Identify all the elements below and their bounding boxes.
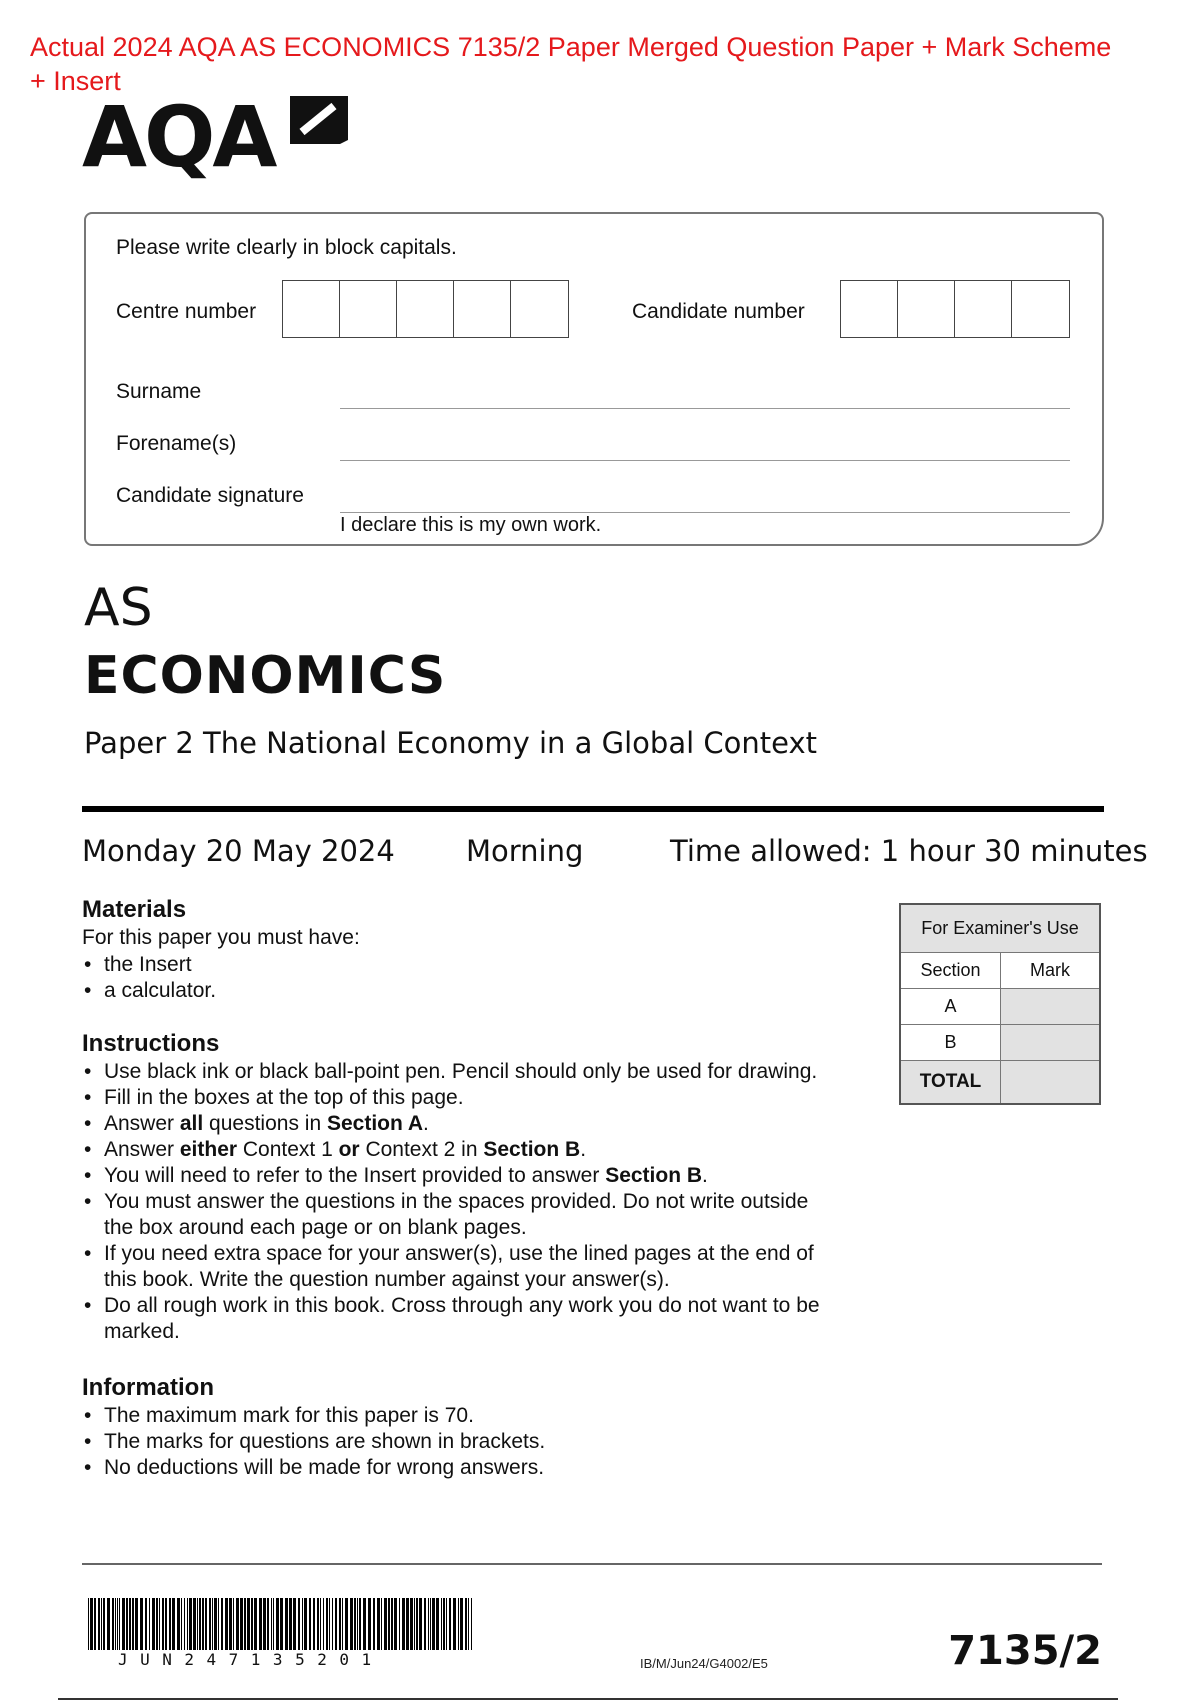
aqa-logo-text: AQA <box>82 88 275 186</box>
declaration-text: I declare this is my own work. <box>340 514 602 536</box>
table-row <box>901 1025 1099 1061</box>
list-item: • the Insert <box>82 952 216 978</box>
list-item: • If you need extra space for your answer(s), use the lined pages at the end of this book. Write the question number against your answer(s). <box>82 1241 882 1293</box>
candidate-number-label: Candidate number <box>632 300 805 323</box>
candidate-number-boxes[interactable] <box>840 280 1070 338</box>
forename-label: Forename(s) <box>116 432 237 455</box>
section-cell: B <box>901 1025 1001 1060</box>
time-allowed: Time allowed: 1 hour 30 minutes <box>670 834 1148 868</box>
digit-box[interactable] <box>955 281 1012 337</box>
banner-line-1: Actual 2024 AQA AS ECONOMICS 7135/2 Paper Merged Question Paper + Mark Scheme <box>30 32 1112 62</box>
examiner-table-title: For Examiner's Use <box>901 905 1099 953</box>
document-reference: IB/M/Jun24/G4002/E5 <box>640 1656 768 1671</box>
subject-title: ECONOMICS <box>84 646 447 706</box>
digit-box[interactable] <box>898 281 955 337</box>
digit-box[interactable] <box>1012 281 1069 337</box>
banner-line-2: + Insert <box>30 66 121 96</box>
signature-field[interactable] <box>340 512 1070 513</box>
table-row <box>901 953 1099 989</box>
surname-field[interactable] <box>340 408 1070 409</box>
mark-column-header: Mark <box>1030 960 1070 980</box>
digit-box[interactable] <box>841 281 898 337</box>
surname-label: Surname <box>116 380 202 403</box>
mark-cell <box>1001 1025 1099 1060</box>
heading-divider <box>82 806 1104 812</box>
candidate-details-box <box>84 212 1104 546</box>
paper-code: 7135/2 <box>948 1628 1102 1674</box>
total-mark-cell <box>1001 1061 1099 1103</box>
list-item: • You must answer the questions in the spaces provided. Do not write outside the box around each page or on blank pages. <box>82 1189 882 1241</box>
centre-number-label: Centre number <box>116 300 257 323</box>
block-capitals-instruction: Please write clearly in block capitals. <box>116 236 457 259</box>
materials-list <box>82 952 216 1004</box>
digit-box[interactable] <box>340 281 397 337</box>
exam-date: Monday 20 May 2024 <box>82 834 395 868</box>
section-cell: A <box>901 989 1001 1024</box>
examiner-use-table <box>899 903 1101 1105</box>
instructions-list <box>82 1059 882 1345</box>
table-row <box>901 989 1099 1025</box>
list-item: • The maximum mark for this paper is 70. <box>82 1403 545 1429</box>
digit-box[interactable] <box>454 281 511 337</box>
materials-heading: Materials <box>82 896 187 923</box>
exam-session: Morning <box>466 834 584 868</box>
list-item: • Answer all questions in Section A. <box>82 1111 882 1137</box>
signature-label: Candidate signature <box>116 484 304 507</box>
table-row <box>901 1061 1099 1103</box>
list-item: • The marks for questions are shown in brackets. <box>82 1429 545 1455</box>
barcode-text: JUN247135201 <box>118 1650 384 1669</box>
list-item: • You will need to refer to the Insert provided to answer Section B. <box>82 1163 882 1189</box>
total-cell: TOTAL <box>901 1061 1001 1103</box>
information-heading: Information <box>82 1374 214 1401</box>
forename-field[interactable] <box>340 460 1070 461</box>
barcode-icon <box>88 1598 472 1650</box>
list-item: • Use black ink or black ball-point pen. Pencil should only be used for drawing. <box>82 1059 882 1085</box>
digit-box[interactable] <box>511 281 568 337</box>
digit-box[interactable] <box>397 281 454 337</box>
materials-intro: For this paper you must have: <box>82 926 360 949</box>
list-item: • No deductions will be made for wrong answers. <box>82 1455 545 1481</box>
aqa-logo-mark-icon <box>282 92 352 148</box>
information-list <box>82 1403 545 1481</box>
list-item: • Answer either Context 1 or Context 2 in Section B. <box>82 1137 882 1163</box>
digit-box[interactable] <box>283 281 340 337</box>
list-item: • Fill in the boxes at the top of this page. <box>82 1085 882 1111</box>
paper-title: Paper 2 The National Economy in a Global Context <box>84 726 817 760</box>
aqa-logo <box>82 88 352 186</box>
instructions-heading: Instructions <box>82 1030 220 1057</box>
centre-number-boxes[interactable] <box>282 280 569 338</box>
footer-divider <box>82 1563 1102 1565</box>
mark-cell <box>1001 989 1099 1024</box>
list-item: • Do all rough work in this book. Cross through any work you do not want to be marked. <box>82 1293 882 1345</box>
section-column-header: Section <box>901 953 1001 988</box>
qualification-level: AS <box>84 578 153 638</box>
list-item: • a calculator. <box>82 978 216 1004</box>
